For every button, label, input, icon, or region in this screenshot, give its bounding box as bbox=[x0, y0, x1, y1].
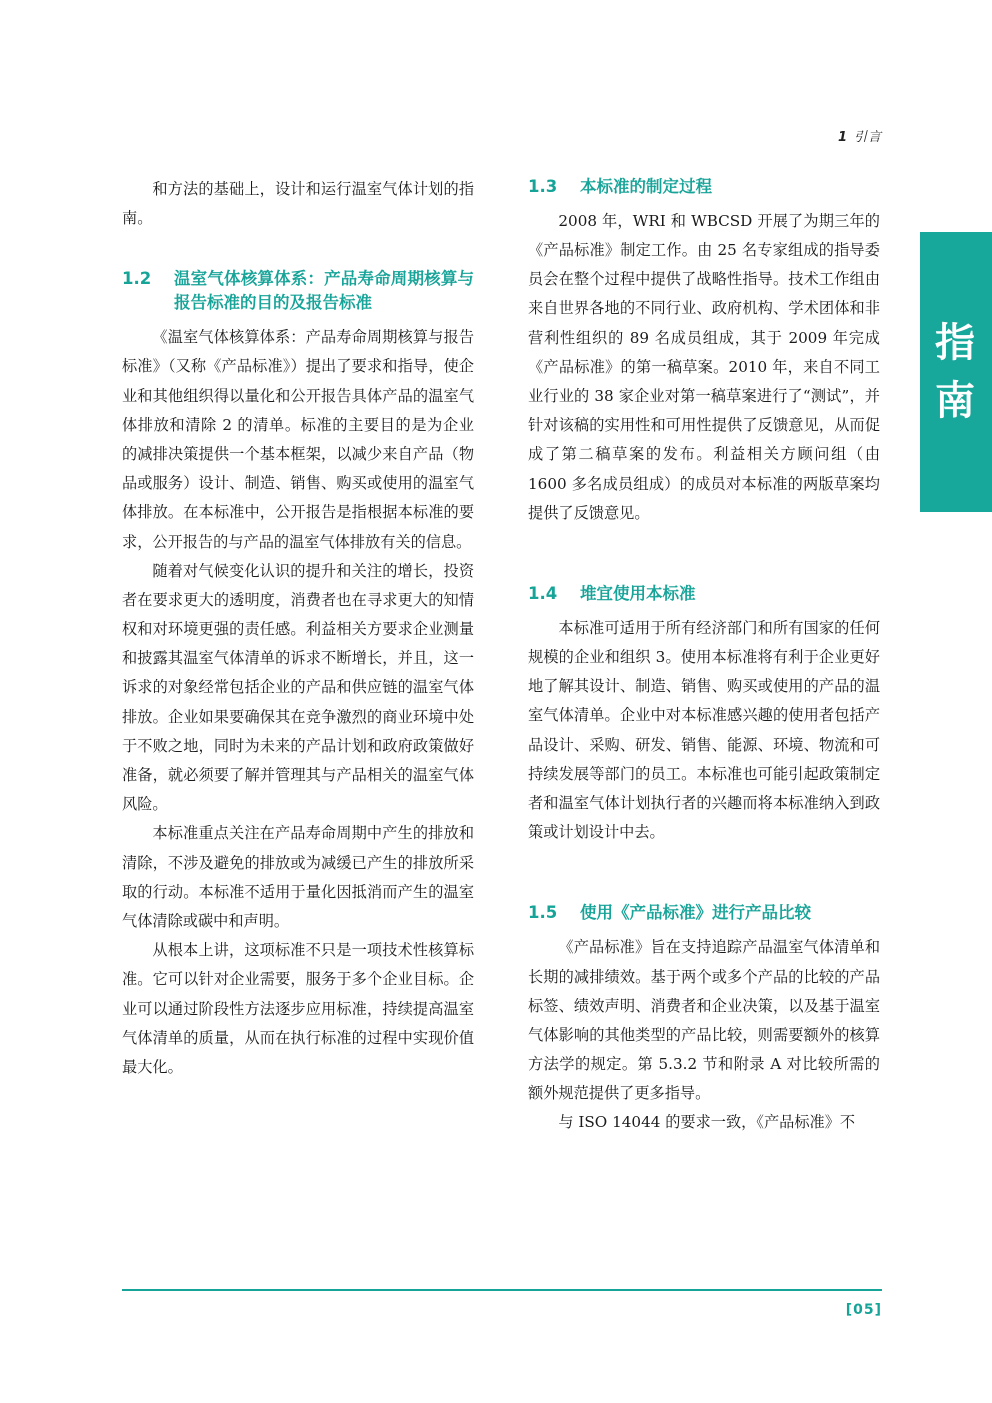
heading-1-4-title: 堆宜使用本标准 bbox=[580, 583, 696, 603]
side-tab-guidance bbox=[920, 232, 992, 512]
heading-1-2 bbox=[122, 267, 474, 315]
running-head bbox=[838, 126, 882, 145]
heading-1-2-title: 温室气体核算体系：产品寿命周期核算与报告标准的目的及报告标准 bbox=[174, 269, 474, 313]
heading-1-4 bbox=[528, 582, 880, 606]
heading-1-5 bbox=[528, 901, 880, 925]
paragraph: 《温室气体核算体系：产品寿命周期核算与报告标准》（又称《产品标准》）提出了要求和指导，使企业和其他组织得以量化和公开报告具体产品的温室气体排放和清除 2 的清单。标准的主要目的是为企业的减排决策提供一个基本框架，以减少来自产品（物品或服务）设计、制造、销售、购买或使用的温室气体排放。在本标准中，公开报告是指根据本标准的要求，公开报告的与产品的温室气体排放有关的信息。 bbox=[122, 328, 474, 551]
heading-1-5-number: 1.5 bbox=[528, 903, 558, 923]
heading-1-2-number: 1.2 bbox=[122, 269, 152, 289]
heading-1-5-title: 使用《产品标准》进行产品比较 bbox=[580, 903, 811, 923]
paragraph-continued: 和方法的基础上，设计和运行温室气体计划的指南。 bbox=[122, 180, 474, 228]
running-head-number: 1 bbox=[837, 130, 848, 145]
paragraph: 《产品标准》旨在支持追踪产品温室气体清单和长期的减排绩效。基于两个或多个产品的比较的产品标签、绩效声明、消费者和企业决策，以及基于温室气体影响的其他类型的产品比较，则需要额外的核算方法学的规定。第 5.3.2 节和附录 A 对比较所需的额外规范提供了更多指导。 bbox=[528, 938, 880, 1103]
spacer bbox=[528, 847, 880, 871]
heading-1-3-title: 本标准的制定过程 bbox=[580, 177, 712, 196]
heading-1-3 bbox=[528, 175, 880, 199]
heading-1-4-number: 1.4 bbox=[528, 583, 558, 603]
side-tab-char-1: 指 bbox=[935, 320, 977, 366]
side-tab-char-2: 南 bbox=[935, 378, 977, 424]
page-number: [05] bbox=[845, 1302, 882, 1318]
paragraph: 从根本上讲，这项标准不只是一项技术性核算标准。它可以针对企业需要，服务于多个企业目标。企业可以通过阶段性方法逐步应用标准，持续提高温室气体清单的质量，从而在执行标准的过程中实现价值最大化。 bbox=[122, 941, 474, 1076]
paragraph: 随着对气候变化认识的提升和关注的增长，投资者在要求更大的透明度，消费者也在寻求更大的知情权和对环境更强的责任感。利益相关方要求企业测量和披露其温室气体清单的诉求不断增长，并且，这一诉求的对象经常包括企业的产品和供应链的温室气体排放。企业如果要确保其在竞争激烈的商业环境中处于不败之地，同时为未来的产品计划和政府政策做好准备，就必须要了解并管理其与产品相关的温室气体风险。 bbox=[122, 561, 474, 814]
heading-1-3-number: 1.3 bbox=[528, 177, 558, 196]
paragraph: 2008 年，WRI 和 WBCSD 开展了为期三年的《产品标准》制定工作。由 25 名专家组成的指导委员会在整个过程中提供了战略性指导。技术工作组由来自世界各地的不同行业、政府机构、学术团体和非营利性组织的 89 名成员组成，其于 2009 年完成《产品标准》的第一稿草案。2010 年，来自不同工业行业的 38 家企业对第一稿草案进行了“测试”，并针对该稿的实用性和可用性提供了反馈意见，从而促成了第二稿草案的发布。利益相关方顾问组（由 1600 多名成员组成）的成员对本标准的两版草案均提供了反馈意见。 bbox=[528, 211, 880, 522]
running-head-label: 引言 bbox=[853, 130, 882, 145]
paragraph: 与 ISO 14044 的要求一致，《产品标准》不 bbox=[558, 1113, 856, 1132]
left-column bbox=[122, 175, 474, 1082]
paragraph: 本标准重点关注在产品寿命周期中产生的排放和清除，不涉及避免的排放或为减缓已产生的排放所采取的行动。本标准不适用于量化因抵消而产生的温室气体清除或碳中和声明。 bbox=[122, 824, 474, 930]
footer-rule bbox=[122, 1289, 882, 1291]
spacer bbox=[528, 528, 880, 552]
right-column bbox=[528, 175, 880, 1138]
paragraph: 本标准可适用于所有经济部门和所有国家的任何规模的企业和组织 3。使用本标准将有利于企业更好地了解其设计、制造、销售、购买或使用的产品的温室气体清单。企业中对本标准感兴趣的使用者包括产品设计、采购、研发、销售、能源、环境、物流和可持续发展等部门的员工。本标准也可能引起政策制定者和温室气体计划执行者的兴趣而将本标准纳入到政策或计划设计中去。 bbox=[528, 618, 880, 842]
